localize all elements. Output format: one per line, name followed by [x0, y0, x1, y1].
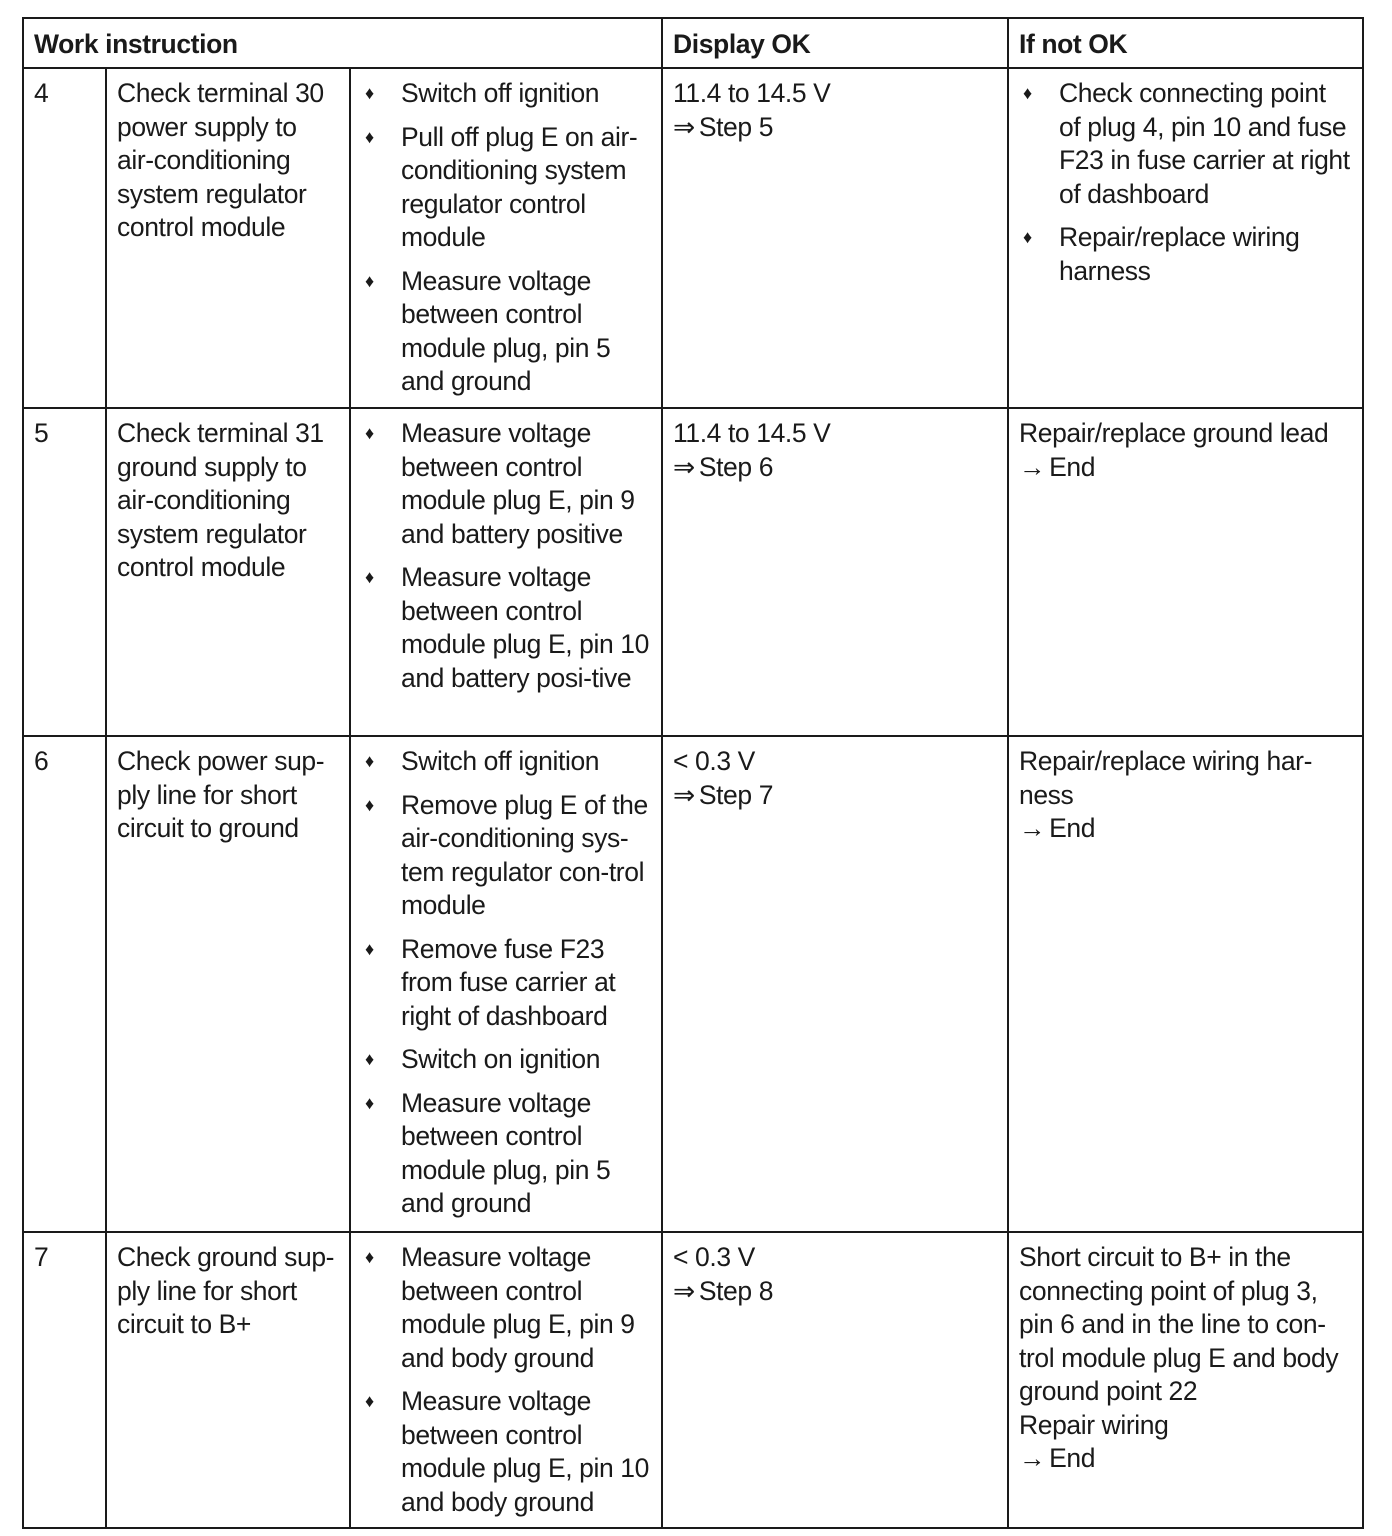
expected-value: 11.4 to 14.5 V — [673, 78, 831, 108]
step-actions — [350, 1232, 662, 1528]
end-marker: → End — [1019, 451, 1096, 482]
action-list — [361, 77, 651, 399]
next-step: ⇒ Step 5 — [673, 111, 774, 142]
right-arrow-icon: → — [1019, 451, 1046, 482]
header-display-ok: Display OK — [662, 18, 1008, 68]
if-not-ok-cell — [1008, 68, 1363, 408]
step-number: 5 — [23, 408, 106, 736]
list-item: ♦ Measure voltage between control module plug E, pin 9 and battery positive — [365, 418, 635, 549]
remedy-text: Repair/replace wiring har-ness — [1019, 746, 1313, 810]
display-ok-cell — [662, 408, 1008, 736]
diamond-bullet-icon: ♦ — [365, 794, 374, 815]
diamond-bullet-icon: ♦ — [365, 1092, 374, 1113]
list-item: ♦ Measure voltage between control module plug, pin 5 and ground — [365, 265, 611, 396]
step-number: 6 — [23, 736, 106, 1232]
list-item: ♦ Measure voltage between control module plug E, pin 9 and body ground — [365, 1242, 635, 1373]
list-item: ♦ Switch on ignition — [361, 1043, 651, 1077]
remedy-text: Repair/replace ground lead — [1019, 418, 1329, 448]
step-description: Check terminal 31 ground supply to air-conditioning system regulator control module — [106, 408, 350, 736]
list-item: ♦ Check connecting point of plug 4, pin 10 and fuse F23 in fuse carrier at right of dashboard — [1023, 78, 1350, 209]
expected-value: < 0.3 V — [673, 746, 755, 776]
double-arrow-icon: ⇒ — [673, 451, 695, 482]
list-item: ♦ Remove plug E of the air-conditioning sys-tem regulator con-trol module — [365, 789, 648, 920]
end-marker: → End — [1019, 1443, 1096, 1473]
end-marker: → End — [1019, 813, 1096, 843]
list-item: ♦ Repair/replace wiring harness — [1023, 222, 1300, 286]
list-item: ♦ Measure voltage between control module plug, pin 5 and ground — [365, 1087, 611, 1218]
step-actions — [350, 736, 662, 1232]
list-item: ♦ Remove fuse F23 from fuse carrier at right of dashboard — [365, 933, 616, 1031]
header-if-not-ok: If not OK — [1008, 18, 1363, 68]
action-list — [361, 1241, 651, 1519]
step-actions — [350, 68, 662, 408]
diamond-bullet-icon: ♦ — [365, 1247, 374, 1267]
remedy-action: Repair wiring — [1019, 1409, 1169, 1440]
display-ok-cell — [662, 736, 1008, 1232]
work-instruction-table — [22, 17, 1364, 1529]
diamond-bullet-icon: ♦ — [365, 423, 374, 443]
list-item: ♦ Measure voltage between control module plug E, pin 10 and battery posi-tive — [365, 562, 649, 693]
next-step: ⇒ Step 8 — [673, 1275, 774, 1306]
double-arrow-icon: ⇒ — [673, 779, 695, 810]
table-header-row — [23, 18, 1363, 68]
remedy-text: Short circuit to B+ in the connecting point of plug 3, pin 6 and in the line to con-trol module plug E and body ground point 22 — [1019, 1242, 1339, 1406]
double-arrow-icon: ⇒ — [673, 111, 695, 142]
step-actions — [350, 408, 662, 736]
list-item: ♦ Pull off plug E on air-conditioning system regulator control module — [365, 121, 638, 252]
table-row — [23, 736, 1363, 1232]
list-item: ♦ Measure voltage between control module plug E, pin 10 and body ground — [365, 1386, 649, 1517]
expected-value: < 0.3 V — [673, 1242, 755, 1272]
step-number: 7 — [23, 1232, 106, 1528]
action-list — [361, 745, 651, 1221]
if-not-ok-cell — [1008, 408, 1363, 736]
table-row — [23, 68, 1363, 408]
if-not-ok-cell — [1008, 1232, 1363, 1528]
table-row — [23, 1232, 1363, 1528]
diamond-bullet-icon: ♦ — [1023, 227, 1032, 247]
diamond-bullet-icon: ♦ — [365, 126, 374, 147]
next-step: ⇒ Step 6 — [673, 451, 774, 482]
remedy-list — [1019, 77, 1352, 288]
diamond-bullet-icon: ♦ — [365, 1391, 374, 1411]
diamond-bullet-icon: ♦ — [365, 567, 374, 587]
action-list — [361, 417, 651, 695]
diamond-bullet-icon: ♦ — [1023, 83, 1032, 103]
diamond-bullet-icon: ♦ — [365, 1049, 374, 1069]
step-description: Check terminal 30 power supply to air-conditioning system regulator control module — [106, 68, 350, 408]
if-not-ok-cell — [1008, 736, 1363, 1232]
display-ok-cell — [662, 68, 1008, 408]
header-work-instruction: Work instruction — [23, 18, 662, 68]
right-arrow-icon: → — [1019, 813, 1046, 843]
step-description: Check power sup-ply line for short circuit to ground — [106, 736, 350, 1232]
expected-value: 11.4 to 14.5 V — [673, 418, 831, 448]
diamond-bullet-icon: ♦ — [365, 751, 374, 771]
right-arrow-icon: → — [1019, 1443, 1046, 1473]
display-ok-cell — [662, 1232, 1008, 1528]
next-step: ⇒ Step 7 — [673, 779, 774, 810]
diamond-bullet-icon: ♦ — [365, 938, 374, 959]
step-description: Check ground sup-ply line for short circuit to B+ — [106, 1232, 350, 1528]
double-arrow-icon: ⇒ — [673, 1275, 695, 1306]
list-item: ♦ Switch off ignition — [361, 77, 651, 111]
diamond-bullet-icon: ♦ — [365, 83, 374, 103]
list-item: ♦ Switch off ignition — [361, 745, 651, 779]
diamond-bullet-icon: ♦ — [365, 270, 374, 291]
step-number: 4 — [23, 68, 106, 408]
table-row — [23, 408, 1363, 736]
